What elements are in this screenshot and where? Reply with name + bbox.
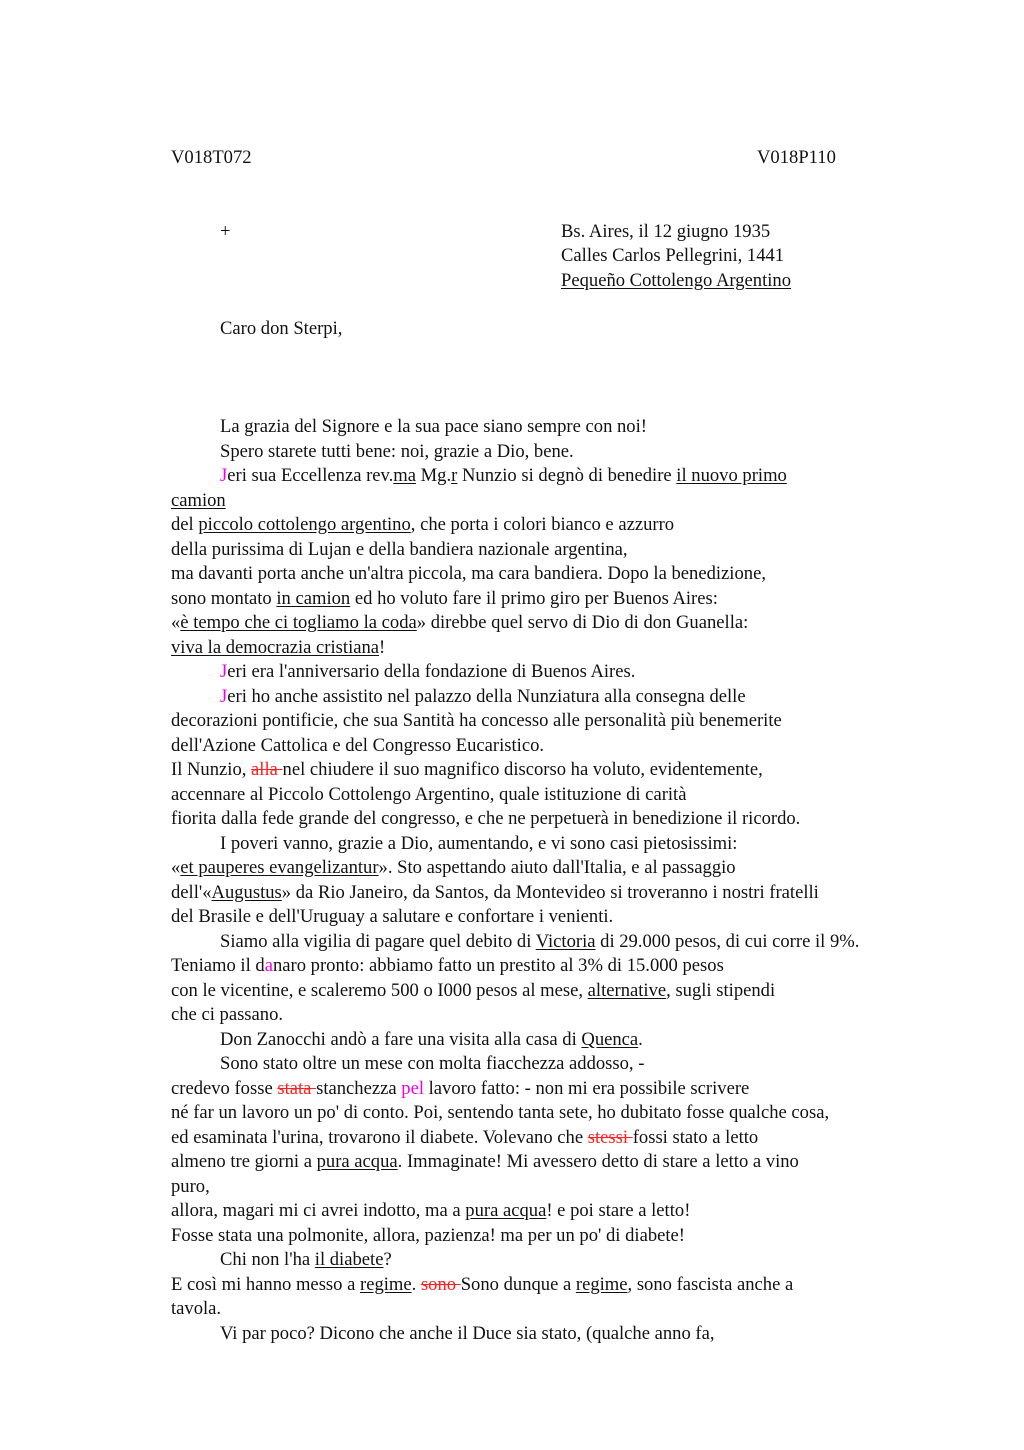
body-line (171, 685, 951, 710)
body-line (171, 660, 951, 685)
body-line (171, 930, 951, 955)
text-segment: di 29.000 pesos, di cui corre il 9%. (595, 930, 860, 952)
text-segment: Mg. (416, 465, 452, 486)
text-segment: Sono stato oltre un mese con molta fiacchezza addosso, - (220, 1053, 645, 1074)
text-segment: Sono dunque a (460, 1273, 576, 1295)
body-line (171, 881, 951, 906)
body-line (171, 954, 951, 979)
text-segment: Don Zanocchi andò a fare una visita alla casa di (220, 1028, 582, 1050)
text-segment: fiorita dalla fede grande del congresso, e che ne perpetuerà in benedizione il ricordo. (171, 808, 801, 829)
body-line (171, 587, 951, 612)
body-line (171, 807, 951, 832)
text-segment: Nunzio si degnò di benedire (457, 465, 677, 486)
underlined-text: Quenca (581, 1028, 639, 1050)
text-segment: né far un lavoro un po' di conto. Poi, sentendo tanta sete, ho dubitato fosse qualche cosa, (171, 1102, 830, 1123)
body-line (171, 538, 951, 563)
body-line (171, 1297, 951, 1322)
deleted-text: stessi (587, 1126, 633, 1148)
text-segment: eri sua Eccellenza rev. (227, 465, 394, 486)
body-line (171, 464, 951, 489)
underlined-text: piccolo cottolengo argentino (198, 514, 411, 535)
body-line (171, 611, 951, 636)
body-line (171, 1322, 951, 1347)
body-line (171, 783, 951, 808)
text-segment: Fosse stata una polmonite, allora, pazienza! ma per un po' di diabete! (171, 1224, 685, 1246)
body-line (171, 489, 951, 514)
body-line (171, 1199, 951, 1224)
body-line (171, 440, 951, 465)
text-segment: I poveri vanno, grazie a Dio, aumentando, e vi sono casi pietosissimi: (220, 832, 738, 854)
text-segment: della purissima di Lujan e della bandiera nazionale argentina, (171, 538, 628, 560)
text-segment: Vi par poco? Dicono che anche il Duce sia stato, (qualche anno fa, (220, 1322, 715, 1344)
body-line (171, 758, 951, 783)
text-segment: puro, (171, 1175, 210, 1197)
text-segment: ed ho voluto fare il primo giro per Buenos Aires: (350, 587, 718, 609)
underlined-text: regime (575, 1273, 628, 1295)
underlined-text: il nuovo primo (676, 465, 787, 486)
text-segment: E così mi hanno messo a (171, 1273, 361, 1295)
text-segment: . (411, 1273, 421, 1295)
text-segment: del Brasile e dell'Uruguay a salutare e confortare i venienti. (171, 906, 614, 927)
underlined-text: regime (360, 1273, 412, 1295)
body-line (171, 1248, 951, 1273)
inserted-text: J (220, 465, 228, 486)
body-line (171, 636, 951, 661)
inserted-text: J (220, 685, 228, 707)
text-segment: ed esaminata l'urina, trovarono il diabete. Volevano che (171, 1126, 588, 1148)
text-segment: stanchezza (316, 1077, 402, 1099)
text-segment: tavola. (171, 1298, 222, 1319)
underlined-text: camion (171, 489, 226, 511)
body-line (171, 905, 951, 930)
place-date: Bs. Aires, il 12 giugno 1935 (561, 221, 771, 242)
body-line (171, 1101, 951, 1126)
underlined-text: viva la democrazia cristiana (171, 636, 380, 658)
address: Calles Carlos Pellegrini, 1441 (561, 245, 785, 266)
underlined-text: ma (393, 465, 416, 486)
institution-name: Pequeño Cottolengo Argentino (561, 270, 791, 291)
body-line (171, 1028, 951, 1053)
body-line (171, 832, 951, 857)
inserted-text: a (264, 955, 273, 976)
text-segment: ! (379, 636, 386, 658)
text-segment: , che porta i colori bianco e azzurro (410, 514, 675, 535)
underlined-text: è tempo che ci togliamo la coda (180, 612, 417, 633)
text-segment: Teniamo il d (171, 955, 265, 976)
text-segment: credevo fosse (171, 1077, 278, 1099)
text-segment: dell'« (171, 881, 212, 903)
text-segment: , sugli stipendi (666, 979, 776, 1001)
underlined-text: il diabete (314, 1249, 384, 1270)
text-segment: dell'Azione Cattolica e del Congresso Eucaristico. (171, 734, 545, 756)
text-segment: ! e poi stare a letto! (546, 1200, 691, 1221)
text-segment: La grazia del Signore e la sua pace siano sempre con noi! (220, 416, 647, 437)
body-line (171, 1175, 951, 1200)
text-segment: « (171, 857, 181, 878)
text-segment: accennare al Piccolo Cottolengo Argentino, quale istituzione di carità (171, 783, 687, 805)
body-line (171, 1052, 951, 1077)
body-line (171, 415, 951, 440)
text-segment: . Immaginate! Mi avessero detto di stare a letto a vino (397, 1151, 799, 1172)
text-segment: decorazioni pontificie, che sua Santità ha concesso alle personalità più benemerite (171, 710, 782, 731)
body-line (171, 513, 951, 538)
text-segment: » direbbe quel servo di Dio di don Guanella: (416, 612, 749, 633)
deleted-text: sono (420, 1273, 461, 1295)
text-segment: che ci passano. (171, 1004, 284, 1025)
text-segment: Spero starete tutti bene: noi, grazie a Dio, bene. (220, 440, 574, 462)
text-segment: . (638, 1028, 643, 1050)
text-segment: ma davanti porta anche un'altra piccola, ma cara bandiera. Dopo la benedizione, (171, 563, 766, 584)
underlined-text: r (451, 465, 458, 486)
text-segment: del (171, 514, 199, 535)
header-right-code: V018P110 (757, 147, 836, 168)
text-segment: « (171, 612, 181, 633)
text-segment: fossi stato a letto (632, 1126, 759, 1148)
text-segment: lavoro fatto: - non mi era possibile scrivere (423, 1077, 750, 1099)
underlined-text: in camion (276, 587, 351, 609)
text-segment: eri era l'anniversario della fondazione di Buenos Aires. (227, 661, 636, 682)
text-segment: , sono fascista anche a (627, 1273, 794, 1295)
text-segment: eri ho anche assistito nel palazzo della Nunziatura alla consegna delle (227, 685, 746, 707)
underlined-text: Victoria (535, 930, 596, 952)
deleted-text: stata (277, 1077, 317, 1099)
body-line (171, 1077, 951, 1102)
underlined-text: alternative (587, 979, 667, 1001)
underlined-text: pura acqua (465, 1200, 547, 1221)
text-segment: ? (383, 1249, 392, 1270)
text-segment: Chi non l'ha (220, 1249, 315, 1270)
body-line (171, 709, 951, 734)
text-segment: sono montato (171, 587, 277, 609)
text-segment: Il Nunzio, (171, 759, 252, 780)
text-segment: almeno tre giorni a (171, 1151, 317, 1172)
body-line (171, 1273, 951, 1298)
body-line (171, 1003, 951, 1028)
salutation: Caro don Sterpi, (220, 318, 343, 339)
inserted-text: J (220, 661, 228, 682)
body-line (171, 1224, 951, 1249)
letter-body (171, 415, 951, 1346)
text-segment: » da Rio Janeiro, da Santos, da Montevideo si troveranno i nostri fratelli (281, 881, 819, 903)
text-segment: con le vicentine, e scaleremo 500 o I000 pesos al mese, (171, 979, 588, 1001)
body-line (171, 979, 951, 1004)
body-line (171, 734, 951, 759)
text-segment: allora, magari mi ci avrei indotto, ma a (171, 1200, 466, 1221)
text-segment: ». Sto aspettando aiuto dall'Italia, e al passaggio (378, 857, 736, 878)
body-line (171, 562, 951, 587)
text-segment: nel chiudere il suo magnifico discorso ha voluto, evidentemente, (282, 759, 763, 780)
deleted-text: alla (251, 759, 283, 780)
body-line (171, 1150, 951, 1175)
cross-symbol: + (220, 221, 231, 242)
header-left-code: V018T072 (171, 147, 252, 168)
inserted-text: pel (401, 1077, 424, 1099)
body-line (171, 856, 951, 881)
text-segment: Siamo alla vigilia di pagare quel debito di (220, 930, 536, 952)
text-segment: naro pronto: abbiamo fatto un prestito al 3% di 15.000 pesos (272, 955, 724, 976)
body-line (171, 1126, 951, 1151)
underlined-text: Augustus (211, 881, 282, 903)
underlined-text: et pauperes evangelizantur (180, 857, 379, 878)
underlined-text: pura acqua (316, 1151, 398, 1172)
